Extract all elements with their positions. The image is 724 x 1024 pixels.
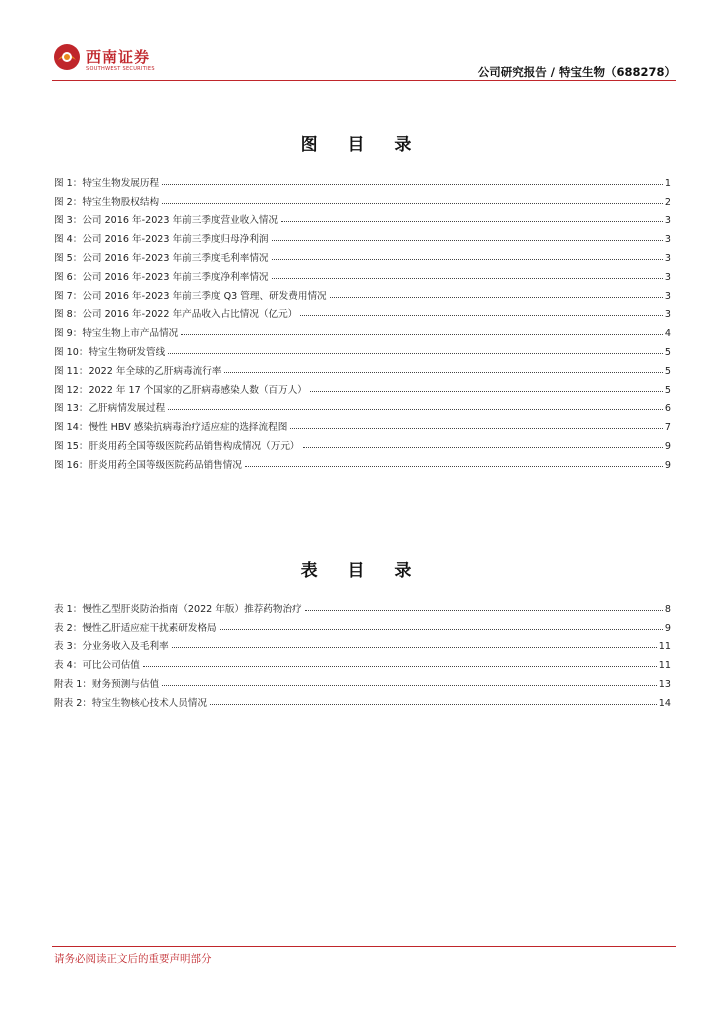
- toc-entry[interactable]: [54, 226, 671, 245]
- toc-dot-leader: [305, 610, 663, 611]
- tables-section-title: 表 目 录: [300, 561, 424, 581]
- toc-dot-leader: [168, 409, 663, 410]
- header-divider: [52, 80, 676, 81]
- toc-entry-page: 7: [664, 422, 671, 434]
- page-header: [52, 38, 676, 82]
- toc-dot-leader: [143, 666, 657, 667]
- toc-entry-page: 11: [658, 641, 671, 653]
- toc-entry-page: 5: [664, 365, 671, 377]
- figures-section-title: 图 目 录: [300, 135, 424, 155]
- toc-entry-page: 5: [664, 346, 671, 358]
- toc-entry[interactable]: [54, 433, 671, 452]
- toc-entry-label: 图 8：公司 2016 年-2022 年产品收入占比情况（亿元）: [54, 309, 298, 321]
- toc-entry-label: 图 11：2022 年全球的乙肝病毒流行率: [54, 365, 222, 377]
- footer-divider: [52, 946, 676, 947]
- toc-dot-leader: [162, 184, 663, 185]
- toc-entry-label: 图 12：2022 年 17 个国家的乙肝病毒感染人数（百万人）: [54, 384, 307, 396]
- toc-entry[interactable]: [54, 302, 671, 321]
- toc-dot-leader: [330, 297, 663, 298]
- toc-dot-leader: [181, 334, 663, 335]
- logo-name: 西南证券: [86, 48, 151, 66]
- toc-entry-label: 附表 1：财务预测与估值: [54, 678, 160, 690]
- toc-dot-leader: [310, 391, 663, 392]
- toc-entry-page: 8: [664, 603, 671, 615]
- toc-entry-page: 3: [664, 271, 671, 283]
- toc-dot-leader: [290, 428, 663, 429]
- toc-entry-label: 表 1：慢性乙型肝炎防治指南（2022 年版）推荐药物治疗: [54, 603, 302, 615]
- toc-entry-label: 图 14：慢性 HBV 感染抗病毒治疗适应症的选择流程图: [54, 422, 288, 434]
- toc-entry[interactable]: [54, 634, 671, 653]
- toc-entry-label: 图 13：乙肝病情发展过程: [54, 403, 166, 415]
- toc-entry-label: 图 7：公司 2016 年-2023 年前三季度 Q3 管理、研发费用情况: [54, 290, 327, 302]
- toc-entry-label: 图 4：公司 2016 年-2023 年前三季度归母净利润: [54, 234, 269, 246]
- toc-entry[interactable]: [54, 652, 671, 671]
- toc-entry[interactable]: [54, 690, 671, 709]
- logo-mark-icon: [52, 42, 82, 72]
- toc-entry-label: 表 3：分业务收入及毛利率: [54, 641, 169, 653]
- toc-entry[interactable]: [54, 615, 671, 634]
- report-title: 公司研究报告 / 特宝生物（688278）: [477, 65, 676, 79]
- toc-entry-page: 11: [658, 660, 671, 672]
- toc-entry-page: 1: [664, 177, 671, 189]
- footer-disclaimer: 请务必阅读正文后的重要声明部分: [54, 953, 212, 965]
- toc-entry[interactable]: [54, 396, 671, 415]
- toc-entry[interactable]: [54, 170, 671, 189]
- toc-entry[interactable]: [54, 358, 671, 377]
- toc-entry-label: 图 3：公司 2016 年-2023 年前三季度营业收入情况: [54, 215, 279, 227]
- toc-entry-page: 5: [664, 384, 671, 396]
- toc-entry-label: 图 15：肝炎用药全国等级医院药品销售构成情况（万元）: [54, 440, 300, 452]
- toc-dot-leader: [162, 203, 663, 204]
- logo-subtitle: SOUTHWEST SECURITIES: [86, 66, 155, 72]
- toc-entry-page: 13: [658, 678, 671, 690]
- toc-entry[interactable]: [54, 596, 671, 615]
- toc-entry[interactable]: [54, 320, 671, 339]
- toc-entry[interactable]: [54, 189, 671, 208]
- toc-entry-label: 表 4：可比公司估值: [54, 660, 140, 672]
- toc-dot-leader: [303, 447, 663, 448]
- toc-dot-leader: [224, 372, 662, 373]
- toc-entry[interactable]: [54, 245, 671, 264]
- toc-entry[interactable]: [54, 452, 671, 471]
- toc-entry-page: 4: [664, 328, 671, 340]
- toc-entry-page: 3: [664, 252, 671, 264]
- toc-entry-label: 图 16：肝炎用药全国等级医院药品销售情况: [54, 459, 242, 471]
- toc-entry[interactable]: [54, 339, 671, 358]
- toc-entry-page: 3: [664, 290, 671, 302]
- toc-entry-label: 图 6：公司 2016 年-2023 年前三季度净利率情况: [54, 271, 269, 283]
- toc-entry-page: 2: [664, 196, 671, 208]
- company-logo: [52, 42, 162, 76]
- toc-dot-leader: [162, 685, 657, 686]
- toc-dot-leader: [220, 629, 663, 630]
- toc-entry[interactable]: [54, 414, 671, 433]
- toc-dot-leader: [172, 647, 657, 648]
- toc-entry-page: 9: [664, 459, 671, 471]
- toc-entry-page: 6: [664, 403, 671, 415]
- toc-entry[interactable]: [54, 377, 671, 396]
- toc-entry[interactable]: [54, 671, 671, 690]
- toc-dot-leader: [300, 315, 663, 316]
- toc-dot-leader: [272, 259, 663, 260]
- toc-dot-leader: [210, 704, 657, 705]
- toc-entry-page: 9: [664, 440, 671, 452]
- toc-dot-leader: [245, 466, 663, 467]
- toc-entry-label: 附表 2：特宝生物核心技术人员情况: [54, 697, 208, 709]
- toc-entry-label: 图 10：特宝生物研发管线: [54, 346, 166, 358]
- toc-entry-label: 图 1：特宝生物发展历程: [54, 177, 160, 189]
- toc-entry[interactable]: [54, 283, 671, 302]
- toc-entry[interactable]: [54, 208, 671, 227]
- toc-dot-leader: [281, 221, 663, 222]
- toc-entry-page: 3: [664, 234, 671, 246]
- figures-toc: [54, 170, 671, 471]
- toc-dot-leader: [272, 240, 663, 241]
- toc-entry-page: 3: [664, 215, 671, 227]
- toc-entry-page: 9: [664, 622, 671, 634]
- toc-dot-leader: [272, 278, 663, 279]
- toc-entry-label: 图 9：特宝生物上市产品情况: [54, 328, 179, 340]
- toc-dot-leader: [168, 353, 663, 354]
- toc-entry-page: 3: [664, 309, 671, 321]
- toc-entry[interactable]: [54, 264, 671, 283]
- toc-entry-label: 图 2：特宝生物股权结构: [54, 196, 160, 208]
- toc-entry-label: 图 5：公司 2016 年-2023 年前三季度毛利率情况: [54, 252, 269, 264]
- tables-toc: [54, 596, 671, 709]
- toc-entry-label: 表 2：慢性乙肝适应症干扰素研发格局: [54, 622, 217, 634]
- toc-entry-page: 14: [658, 697, 671, 709]
